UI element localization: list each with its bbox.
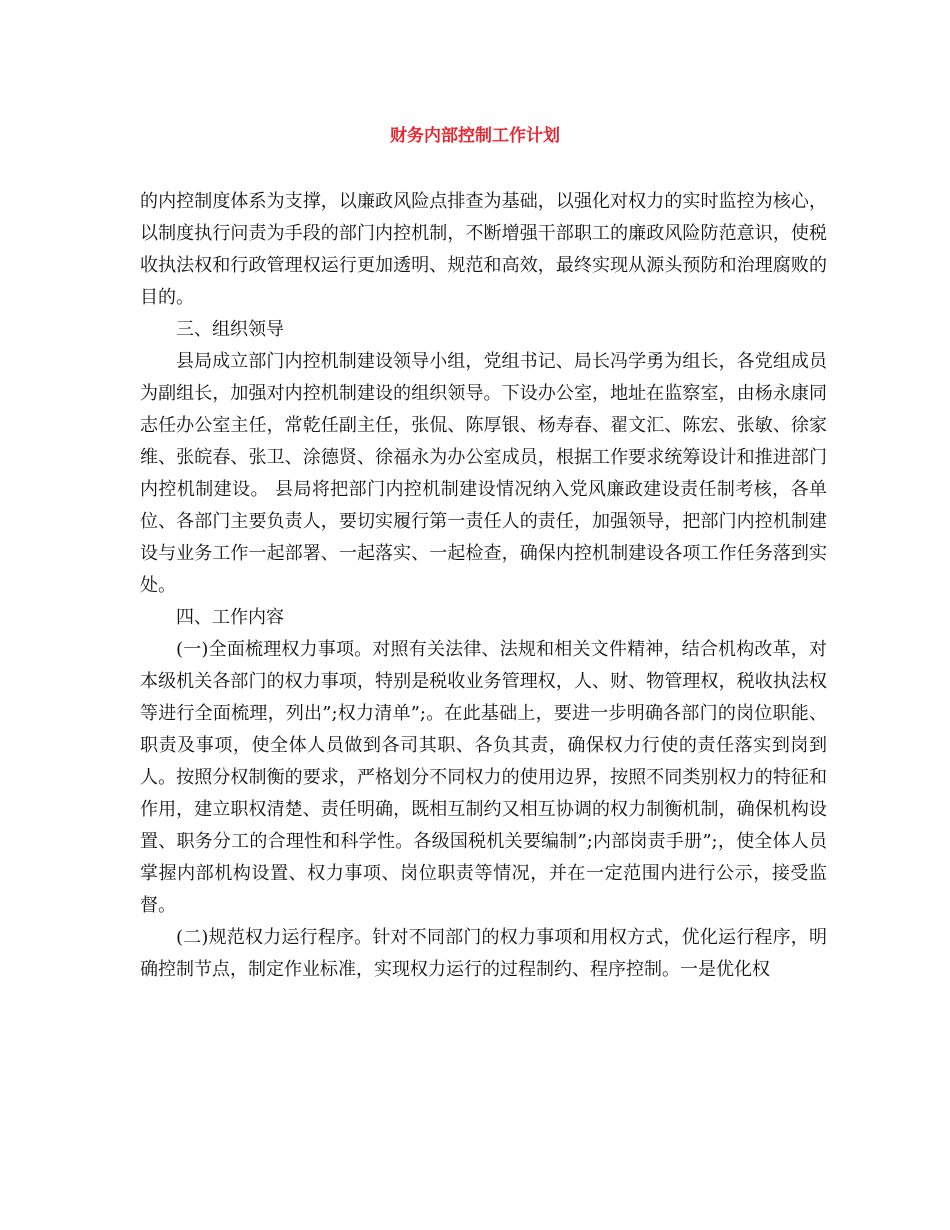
paragraph-work-item-1: (一)全面梳理权力事项。对照有关法律、法规和相关文件精神，结合机构改革，对本级机关各部门的权力事项，特别是税收业务管理权，人、财、物管理权，税收执法权等进行全面梳理，列出”;权力清单”;。在此基础上，要进一步明确各部门的岗位职能、职责及事项，使全体人员做到各司其职、各负其责，确保权力行使的责任落实到岗到人。按照分权制衡的要求，严格划分不同权力的使用边界，按照不同类别权力的特征和作用，建立职权清楚、责任明确，既相互制约又相互协调的权力制衡机制，确保机构设置、职务分工的合理性和科学性。各级国税机关要编制”;内部岗责手册”;，使全体人员掌握内部机构设置、权力事项、岗位职责等情况，并在一定范围内进行公示，接受监督。 bbox=[140, 639, 827, 916]
paragraph-work-item-2: (二)规范权力运行程序。针对不同部门的权力事项和用权方式，优化运行程序，明确控制节点，制定作业标准，实现权力运行的过程制约、程序控制。一是优化权 bbox=[140, 927, 827, 980]
document-body bbox=[140, 186, 827, 986]
section-heading-work-content: 四、工作内容 bbox=[176, 607, 284, 628]
section-heading-organization: 三、组织领导 bbox=[176, 319, 284, 340]
paragraph-continuation: 的内控制度体系为支撑，以廉政风险点排查为基础，以强化对权力的实时监控为核心，以制度执行问责为手段的部门内控机制，不断增强干部职工的廉政风险防范意识，使税收执法权和行政管理权运行更加透明、规范和高效，最终实现从源头预防和治理腐败的目的。 bbox=[140, 191, 827, 308]
document-title: 财务内部控制工作计划 bbox=[390, 126, 560, 146]
paragraph-organization: 县局成立部门内控机制建设领导小组，党组书记、局长冯学勇为组长，各党组成员为副组长，加强对内控机制建设的组织领导。下设办公室，地址在监察室，由杨永康同志任办公室主任，常乾任副主任，张侃、陈厚银、杨寿春、翟文汇、陈宏、张敏、徐家维、张皖春、张卫、涂德贤、徐福永为办公室成员，根据工作要求统筹设计和推进部门内控机制建设。 县局将把部门内控机制建设情况纳入党风廉政建设责任制考核，各单位、各部门主要负责人，要切实履行第一责任人的责任，加强领导，把部门内控机制建设与业务工作一起部署、一起落实、一起检查，确保内控机制建设各项工作任务落到实处。 bbox=[140, 351, 827, 596]
